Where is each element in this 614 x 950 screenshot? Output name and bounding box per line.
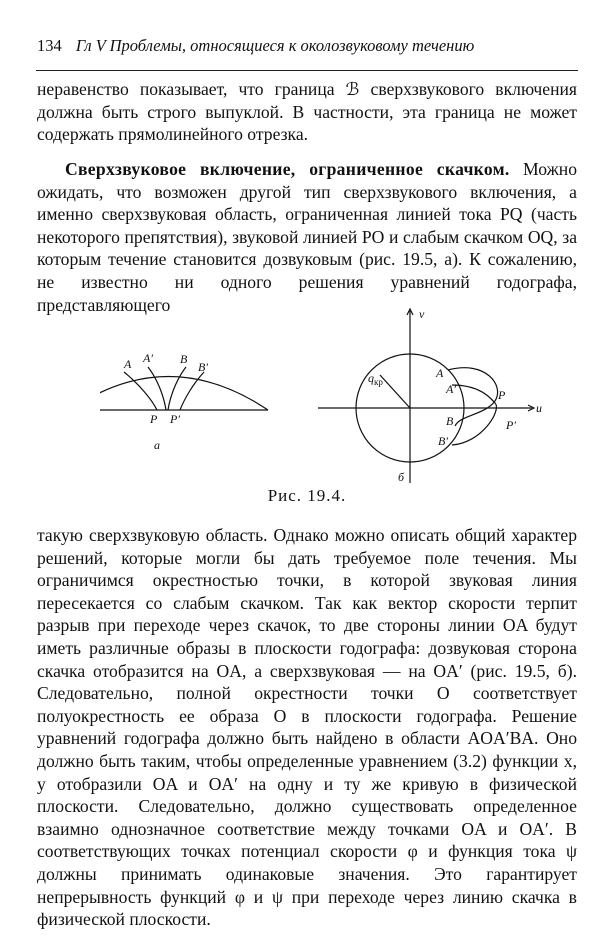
hodograph-curve-A-P-B	[448, 368, 498, 426]
running-title: Гл V Проблемы, относящиеся к околозвуковому течению	[75, 36, 475, 55]
panel-a-label-B-prime: B′	[198, 360, 208, 374]
panel-a-label-A-prime: A′	[143, 351, 153, 365]
paragraph-1: неравенство показывает, что граница ℬ сверхзвукового включения должна быть строго выпуклой. В частности, эта граница не может содержать прямолинейного отрезка.	[37, 79, 577, 145]
radius-label: $q_{кр}$	[368, 371, 383, 387]
panel-b-sublabel: б	[398, 470, 405, 484]
panel-a-label-P-prime: P′	[170, 412, 180, 426]
axis-u-label: u	[536, 401, 542, 415]
panel-b-label-B: B	[446, 414, 454, 428]
panel-a-label-A: A	[124, 357, 132, 371]
page-number: 134	[37, 36, 62, 55]
paragraph-2	[37, 158, 577, 316]
radius-line	[380, 375, 410, 408]
panel-b-label-P-prime: P′	[506, 418, 516, 432]
hodograph-curve-Aprime-Pprime-Bprime	[452, 385, 496, 445]
figure-panel-a	[100, 367, 268, 410]
panel-a-label-B: B	[180, 352, 188, 366]
figure-19-4	[100, 305, 580, 485]
running-header	[37, 36, 577, 56]
panel-b-label-B-prime: B′	[438, 434, 448, 448]
header-rule	[36, 70, 578, 71]
panel-b-label-A-prime: A′	[446, 382, 456, 396]
panel-a-curve-A-prime	[148, 367, 166, 410]
axis-v-label: v	[419, 307, 425, 321]
figure-caption: Рис. 19.4.	[267, 486, 347, 505]
panel-b-label-A: A	[436, 366, 444, 380]
panel-a-sublabel: а	[154, 438, 160, 452]
panel-a-label-P: P	[150, 412, 158, 426]
panel-b-label-P: P	[498, 388, 506, 402]
panel-a-outer-arc	[100, 377, 268, 411]
paragraph-3: такую сверхзвуковую область. Однако можно описать общий характер решений, которые могли бы дать требуемое поле течения. Мы ограничимся окрестностью точки, в которой звуковая линия пересекается со слабым скачком. Так как вектор скорости терпит разрыв при переходе через скачок, то две стороны линии OA будут иметь различные образы в плоскости годографа: дозвуковая сторона скачка отобразится на OA, а сверхзвуковая — на OA′ (рис. 19.5, б). Следовательно, полной окрестности точки O соответствует полуокрестность ее образа O в плоскости годографа. Решение уравнений годографа должно быть найдено в области AOA′BA. Оно должно быть таким, чтобы определенные уравнением (3.2) функции x, y отобразили OA и OA′ на одну и ту же кривую в физической плоскости. Следовательно, должно существовать определенное взаимно однозначное соответствие между точками OA и OA′. В соответствующих точках потенциал скорости φ и функция тока ψ должны принимать одинаковые значения. Это гарантирует непрерывность функций φ и ψ при переходе через линию скачка в физической плоскости.	[37, 525, 577, 930]
section-heading: Сверхзвуковое включение, ограниченное скачком.	[65, 159, 510, 179]
paragraph-2-text: Можно ожидать, что возможен другой тип сверхзвукового включения, а именно сверхзвуковая область, ограниченная линией тока PQ (часть некоторого препятствия), звуковой линией PO и слабым скачком OQ, за которым течение становится дозвуковым (рис. 19.5, а). К сожалению, не известно ни одного решения уравнений годографа, представляющего	[37, 159, 577, 315]
